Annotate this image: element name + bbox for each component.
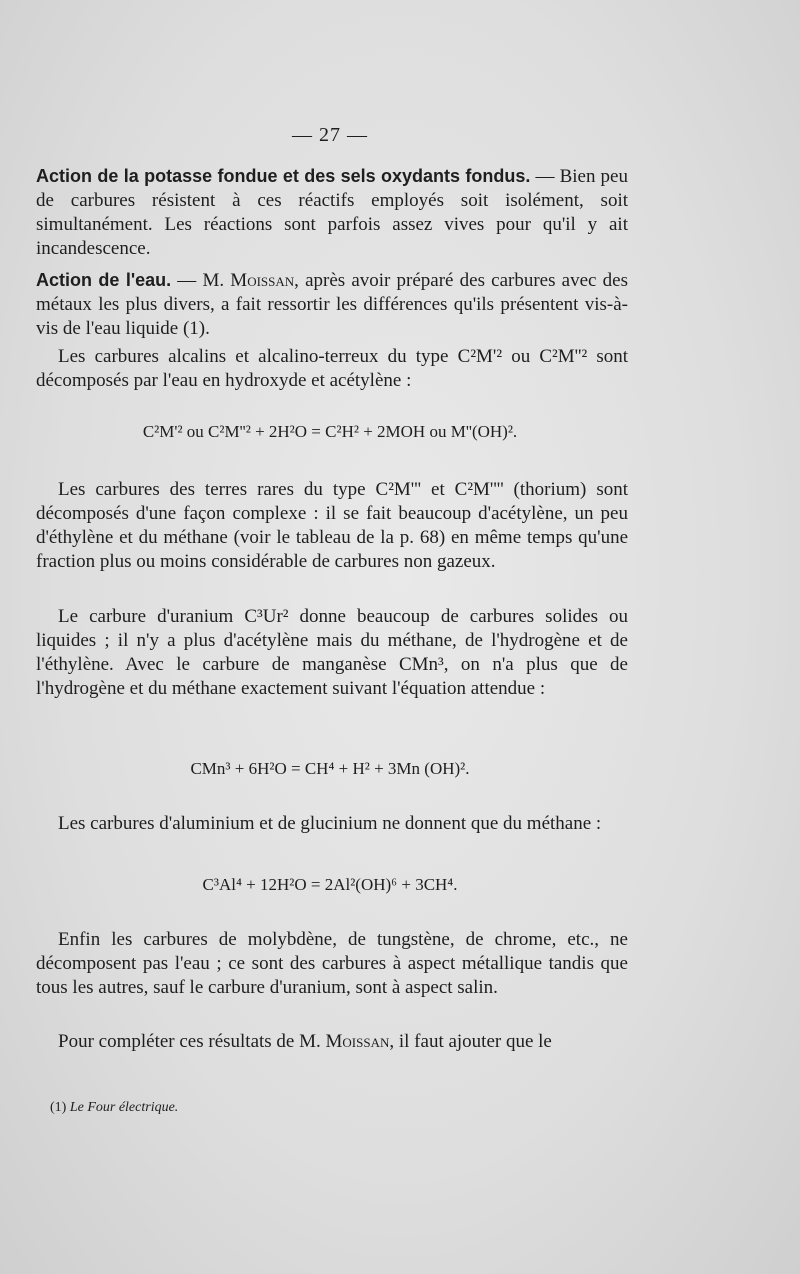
equation-3: C³Al⁴ + 12H²O = 2Al²(OH)⁶ + 3CH⁴.: [202, 875, 458, 894]
paragraph-aluminium: Les carbures d'aluminium et de glucinium ne donnent que du méthane :: [58, 813, 602, 834]
paragraph-eau: Action de l'eau. — M. Moissan, après avoir préparé des carbures avec des métaux les plus divers, a fait ressortir les différences qu'ils présentent vis-à-vis de l'eau liquide (1).: [36, 270, 628, 339]
equation-2: CMn³ + 6H²O = CH⁴ + H² + 3Mn (OH)².: [190, 759, 470, 778]
section-heading-eau: Action de l'eau.: [36, 270, 172, 290]
footnote-mark: (1): [50, 1100, 67, 1115]
author-name: Moissan: [325, 1031, 390, 1052]
page-number: — 27 —: [292, 124, 368, 146]
author-name: Moissan: [230, 270, 295, 291]
equation-1: C²M'² ou C²M''² + 2H²O = C²H² + 2MOH ou M''(OH)².: [142, 422, 518, 441]
paragraph-uranium: Le carbure d'uranium C³Ur² donne beaucoup de carbures solides ou liquides ; il n'y a plus d'acétylène mais du méthane, de l'hydrogène et de l'éthylène. Avec le carbure de manganèse CMn³, on n'a plus que de l'hydrogène et du méthane exactement suivant l'équation attendue :: [36, 606, 628, 699]
paragraph-text: — Bien peu de carbures résistent à ces réactifs employés soit isolément, soit simultanément. Les réactions sont parfois assez vives pour qu'il y ait incandescence.: [36, 166, 628, 259]
paragraph-terres-rares: Les carbures des terres rares du type C²M''' et C²M'''' (thorium) sont décomposés d'une façon complexe : il se fait beaucoup d'acétylène, un peu d'éthylène et du méthane (voir le tableau de la p. 68) en même temps qu'une fraction plus ou moins considérable de carbures non gazeux.: [36, 479, 628, 572]
paragraph-molybdene: Enfin les carbures de molybdène, de tungstène, de chrome, etc., ne décomposent pas l'eau ; ce sont des carbures à aspect métallique tandis que tous les autres, sauf le carbure d'uranium, sont à aspect salin.: [36, 929, 628, 998]
footnote: [50, 1100, 178, 1116]
section-heading-potasse: Action de la potasse fondue et des sels oxydants fondus.: [36, 166, 531, 186]
paragraph-completer: Pour compléter ces résultats de M. Moissan, il faut ajouter que le: [58, 1031, 552, 1052]
footnote-text: Le Four électrique.: [69, 1100, 179, 1115]
paragraph-potasse: [36, 164, 628, 261]
paragraph-alcalins: Les carbures alcalins et alcalino-terreux du type C²M'² ou C²M''² sont décomposés par l'eau en hydroxyde et acétylène :: [36, 346, 628, 391]
